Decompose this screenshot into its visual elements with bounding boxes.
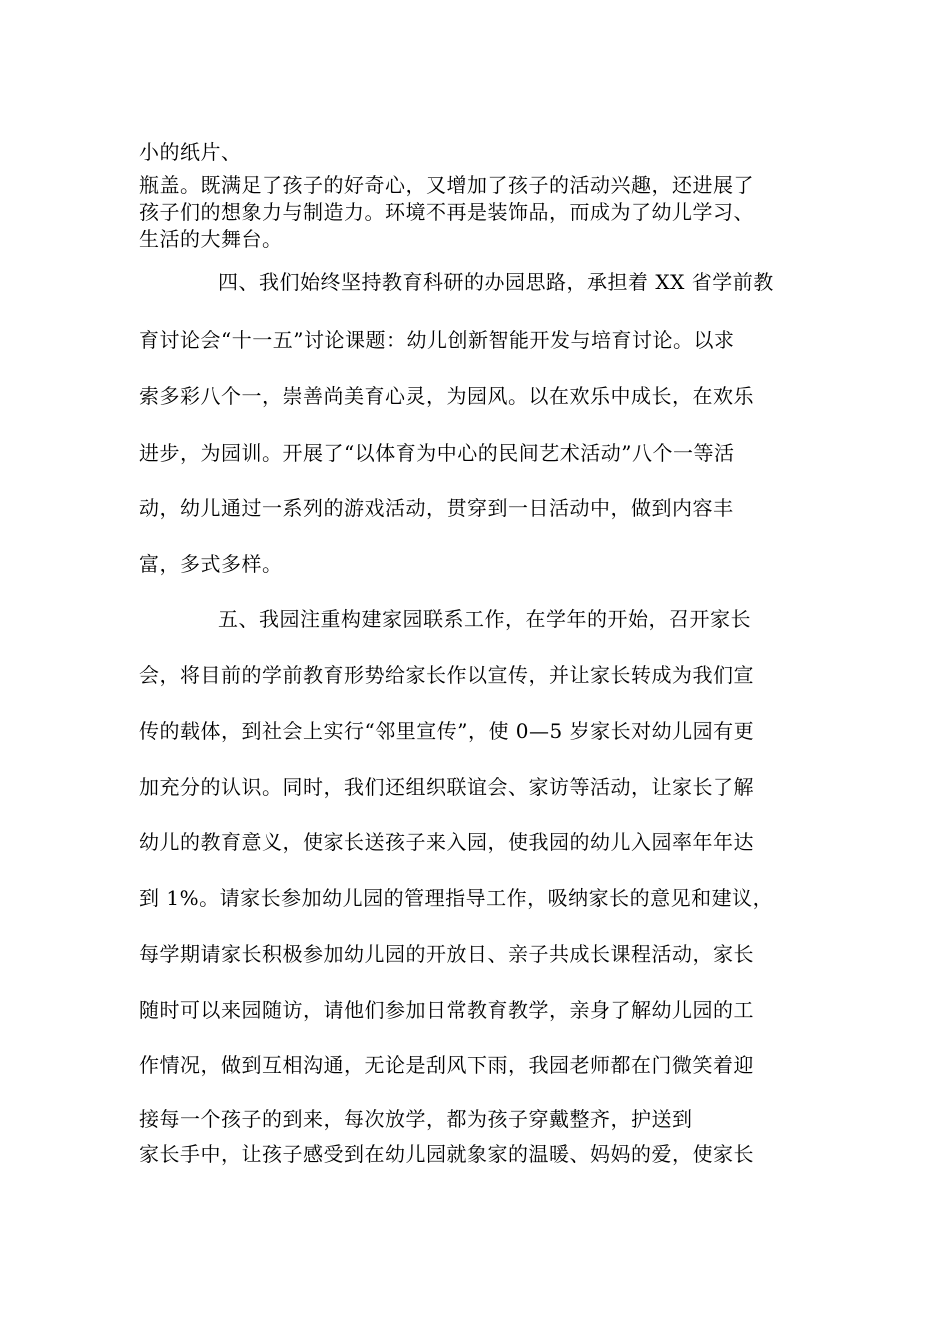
text-line: 富，多式多样。 bbox=[139, 552, 283, 576]
paragraph-five-first-line: 五、我园注重构建家园联系工作，在学年的开始，召开家长 bbox=[218, 607, 751, 631]
paragraph-four-first-line: 四、我们始终坚持教育科研的办园思路，承担着 XX 省学前教 bbox=[218, 270, 774, 294]
text-line: 到 1%。请家长参加幼儿园的管理指导工作，吸纳家长的意见和建议， bbox=[139, 886, 774, 910]
text-line: 育讨论会“十一五”讨论课题：幼儿创新智能开发与培育讨论。以求 bbox=[139, 328, 735, 352]
text-line: 幼儿的教育意义，使家长送孩子来入园，使我园的幼儿入园率年年达 bbox=[139, 830, 754, 854]
text-line: 加充分的认识。同时，我们还组织联谊会、家访等活动，让家长了解 bbox=[139, 775, 754, 799]
text-line: 传的载体，到社会上实行“邻里宣传”，使 0—5 岁家长对幼儿园有更 bbox=[139, 719, 755, 743]
text-line: 孩子们的想象力与制造力。环境不再是装饰品，而成为了幼儿学习、 bbox=[139, 200, 754, 224]
text-line: 每学期请家长积极参加幼儿园的开放日、亲子共成长课程活动，家长 bbox=[139, 942, 754, 966]
text-line: 瓶盖。既满足了孩子的好奇心，又增加了孩子的活动兴趣，还进展了 bbox=[139, 173, 754, 197]
text-line: 随时可以来园随访，请他们参加日常教育教学，亲身了解幼儿园的工 bbox=[139, 998, 754, 1022]
text-line: 进步，为园训。开展了“以体育为中心的民间艺术活动”八个一等活 bbox=[139, 441, 735, 465]
text-line: 索多彩八个一，崇善尚美育心灵，为园风。以在欢乐中成长，在欢乐 bbox=[139, 384, 754, 408]
text-line: 生活的大舞台。 bbox=[139, 227, 283, 251]
text-line: 动，幼儿通过一系列的游戏活动，贯穿到一日活动中，做到内容丰 bbox=[139, 496, 734, 520]
text-line: 家长手中，让孩子感受到在幼儿园就象家的温暖、妈妈的爱，使家长 bbox=[139, 1142, 754, 1166]
text-line: 作情况，做到互相沟通，无论是刮风下雨，我园老师都在门微笑着迎 bbox=[139, 1053, 754, 1077]
text-line: 会，将目前的学前教育形势给家长作以宣传，并让家长转成为我们宣 bbox=[139, 663, 754, 687]
text-line: 接每一个孩子的到来，每次放学，都为孩子穿戴整齐，护送到 bbox=[139, 1107, 693, 1131]
text-line: 小的纸片、 bbox=[139, 140, 242, 164]
